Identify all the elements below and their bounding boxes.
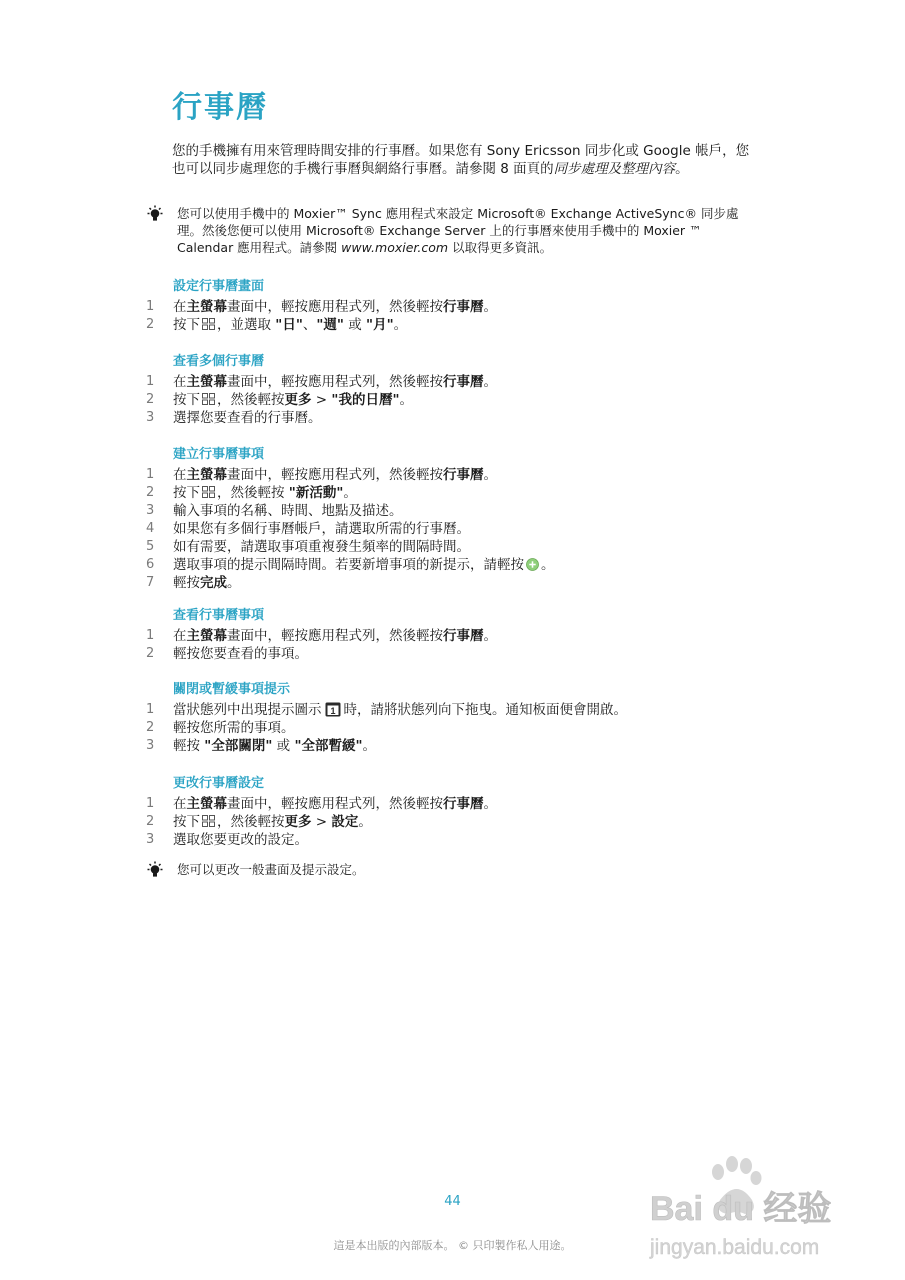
step-text: 選擇您要查看的行事曆。 xyxy=(173,410,322,426)
section-heading: 查看行事曆事項 xyxy=(173,608,265,623)
step-number: 4 xyxy=(146,521,155,536)
step-item xyxy=(146,502,766,520)
step-number: 1 xyxy=(146,628,155,643)
step-text: 如有需要，請選取事項重複發生頻率的間隔時間。 xyxy=(173,539,470,555)
watermark-brand: Bai du 经验 xyxy=(650,1190,832,1228)
step-number: 2 xyxy=(146,646,155,661)
footer-note: 這是本出版的內部版本。 © 只印製作私人用途。 xyxy=(333,1239,572,1252)
section-heading: 關閉或暫緩事項提示 xyxy=(173,682,291,697)
section-set-calendar-view xyxy=(146,276,766,334)
step-number: 2 xyxy=(146,814,155,829)
section-heading: 查看多個行事曆 xyxy=(173,354,265,369)
menu-grid-icon xyxy=(202,393,215,405)
calendar-icon-day: 1 xyxy=(329,706,336,716)
step-text: 輸入事項的名稱、時間、地點及描述。 xyxy=(173,503,403,519)
step-list xyxy=(146,298,766,334)
step-text: 在主螢幕畫面中，輕按應用程式列，然後輕按行事曆。 xyxy=(173,467,497,483)
step-number: 2 xyxy=(146,317,155,332)
step-number: 6 xyxy=(146,557,155,572)
watermark-url: jingyan.baidu.com xyxy=(650,1236,820,1259)
lightbulb-icon xyxy=(145,861,165,881)
step-number: 2 xyxy=(146,485,155,500)
step-number: 2 xyxy=(146,392,155,407)
step-text: 按下 ，然後輕按 "新活動"。 xyxy=(173,485,357,501)
step-item xyxy=(146,298,766,316)
menu-grid-icon xyxy=(202,318,215,330)
step-text: 按下 ，然後輕按更多 > "我的日曆"。 xyxy=(173,392,413,408)
step-item xyxy=(146,719,766,737)
section-heading: 更改行事曆設定 xyxy=(173,776,265,791)
lightbulb-icon xyxy=(145,205,165,225)
step-item xyxy=(146,538,766,556)
page-title: 行事曆 xyxy=(172,90,268,125)
intro-text: 您的手機擁有用來管理時間安排的行事曆。如果您有 Sony Ericsson 同步化或 Google 帳戶，您也可以同步處理您的手機行事曆與網絡行事曆。請參閱 8 面頁的 xyxy=(172,143,750,177)
step-item xyxy=(146,737,766,755)
page-number: 44 xyxy=(444,1194,461,1209)
step-list xyxy=(146,466,766,592)
step-text: 按下 ，並選取 "日"、"週" 或 "月"。 xyxy=(173,317,408,333)
section-heading: 設定行事曆畫面 xyxy=(173,279,265,294)
step-list xyxy=(146,701,766,755)
step-list xyxy=(146,373,766,427)
step-text: 在主螢幕畫面中，輕按應用程式列，然後輕按行事曆。 xyxy=(173,628,497,644)
step-item xyxy=(146,466,766,484)
step-item xyxy=(146,701,766,719)
step-number: 3 xyxy=(146,738,155,753)
step-text: 當狀態列中出現提示圖示 1 時，請將狀態列向下拖曳。通知板面便會開啟。 xyxy=(173,702,627,718)
step-text: 在主螢幕畫面中，輕按應用程式列，然後輕按行事曆。 xyxy=(173,796,497,812)
step-item xyxy=(146,627,766,645)
step-number: 3 xyxy=(146,832,155,847)
step-item xyxy=(146,556,766,574)
section-dismiss-reminder xyxy=(146,679,766,755)
step-list xyxy=(146,627,766,663)
step-item xyxy=(146,409,766,427)
step-text: 在主螢幕畫面中，輕按應用程式列，然後輕按行事曆。 xyxy=(173,374,497,390)
step-number: 1 xyxy=(146,374,155,389)
step-text: 輕按完成。 xyxy=(173,575,241,591)
section-heading: 建立行事曆事項 xyxy=(173,447,265,462)
step-text: 輕按您所需的事項。 xyxy=(173,720,295,736)
step-item xyxy=(146,520,766,538)
step-item xyxy=(146,373,766,391)
step-number: 1 xyxy=(146,467,155,482)
step-text: 選取您要更改的設定。 xyxy=(173,832,308,848)
tip-text: 您可以使用手機中的 Moxier™ Sync 應用程式來設定 Microsoft® Exchange ActiveSync® 同步處理。然後您便可以使用 Microsoft® Exchange Server 上的行事曆來使用手機中的 Moxier ™ Calendar 應用程式。請參閱 www.moxier.com 以取得更多資訊。 xyxy=(177,206,739,255)
step-item xyxy=(146,391,766,409)
step-number: 3 xyxy=(146,503,155,518)
step-number: 3 xyxy=(146,410,155,425)
step-item xyxy=(146,574,766,592)
menu-grid-icon xyxy=(202,815,215,827)
intro-paragraph: 您的手機擁有用來管理時間安排的行事曆。如果您有 Sony Ericsson 同步化或 Google 帳戶，您也可以同步處理您的手機行事曆與網絡行事曆。請參閱 8 面頁的同步處理及整理內容。 xyxy=(172,143,750,177)
step-item xyxy=(146,813,766,831)
step-item xyxy=(146,645,766,663)
step-number: 7 xyxy=(146,575,155,590)
step-number: 1 xyxy=(146,702,155,717)
step-number: 2 xyxy=(146,720,155,735)
moxier-link[interactable]: www.moxier.com xyxy=(341,240,449,255)
step-text: 輕按您要查看的事項。 xyxy=(173,646,308,662)
step-number: 1 xyxy=(146,299,155,314)
step-item xyxy=(146,484,766,502)
step-text: 按下 ，然後輕按更多 > 設定。 xyxy=(173,814,372,830)
section-view-event xyxy=(146,605,766,663)
tip-box xyxy=(145,205,760,256)
tip-text: 您可以更改一般畫面及提示設定。 xyxy=(177,862,365,877)
step-text: 在主螢幕畫面中，輕按應用程式列，然後輕按行事曆。 xyxy=(173,299,497,315)
step-item xyxy=(146,795,766,813)
menu-grid-icon xyxy=(202,486,215,498)
baidu-watermark-logo xyxy=(640,1150,850,1270)
section-change-settings xyxy=(146,773,766,849)
section-view-multiple-calendars xyxy=(146,351,766,427)
step-text: 如果您有多個行事曆帳戶，請選取所需的行事曆。 xyxy=(173,521,470,537)
step-number: 5 xyxy=(146,539,155,554)
step-text: 輕按 "全部關閉" 或 "全部暫緩"。 xyxy=(173,738,377,754)
section-create-event xyxy=(146,444,766,592)
step-item xyxy=(146,316,766,334)
tip-box xyxy=(145,861,760,878)
intro-cross-reference[interactable]: 同步處理及整理內容 xyxy=(553,161,676,177)
calendar-reminder-icon xyxy=(325,701,341,717)
step-text: 選取事項的提示間隔時間。若要新增事項的新提示，請輕按 。 xyxy=(173,557,555,573)
step-number: 1 xyxy=(146,796,155,811)
add-reminder-icon xyxy=(526,558,539,571)
step-list xyxy=(146,795,766,849)
step-item xyxy=(146,831,766,849)
